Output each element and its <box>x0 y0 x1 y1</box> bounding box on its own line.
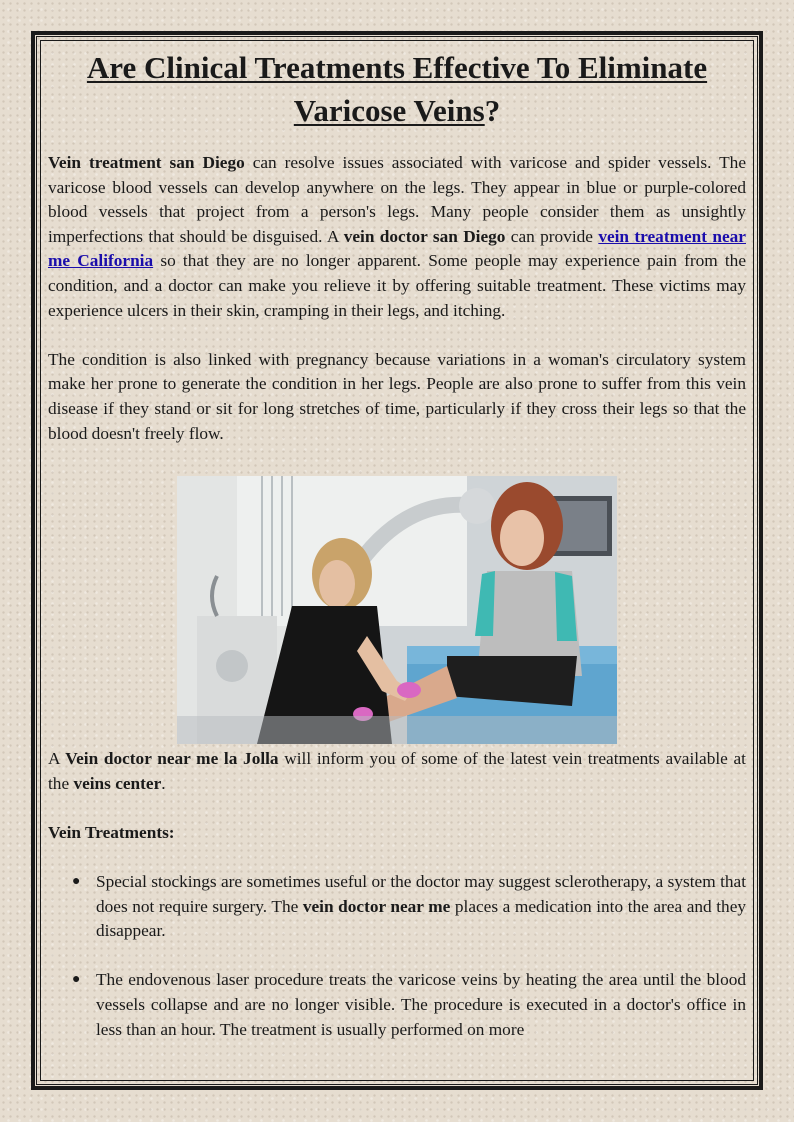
pregnancy-paragraph: The condition is also linked with pregnancy because variations in a woman's circulatory system make her prone to generate the condition in her legs. People are also prone to suffer from this vein disease if they stand or sit for long stretches of time, particularly if they cross their legs so that the blood doesn't freely flow. <box>48 349 746 443</box>
clinic-photo-icon <box>177 476 617 744</box>
bullet-icon: ● <box>72 972 81 988</box>
vein-treatment-link[interactable]: vein treatment near me California <box>48 226 746 271</box>
clinic-photo <box>177 476 617 744</box>
document-body <box>48 46 746 1042</box>
bullet-icon: ● <box>72 874 81 890</box>
list-item: ● Special stockings are sometimes useful or the doctor may suggest sclerotherapy, a system that does not require surgery. The vein doctor near me places a medication into the area and they disappear. <box>72 872 746 941</box>
intro-paragraph: Vein treatment san Diego can resolve issues associated with varicose and spider vessels. The varicose blood vessels can develop anywhere on the legs. They appear in blue or purple-colored blood vessels that project from a person's legs. Many people consider them as unsightly imperfections that should be disguised. A vein doctor san Diego can provide vein treatment near me California so that they are no longer apparent. Some people may experience pain from the condition, and a doctor can make you relieve it by offering suitable treatment. These victims may experience ulcers in their skin, cramping in their legs, and itching. <box>48 153 746 320</box>
page-title: Are Clinical Treatments Effective To Eliminate Varicose Veins? <box>86 50 708 128</box>
list-item: ● The endovenous laser procedure treats the varicose veins by heating the area until the blood vessels collapse and are no longer visible. The procedure is executed in a doctor's office in less than an hour. The treatment is usually performed on more <box>72 970 746 1039</box>
list-spacer <box>48 944 746 969</box>
section-heading: Vein Treatments: <box>48 822 175 842</box>
vein-doctor-paragraph: A Vein doctor near me la Jolla will inform you of some of the latest vein treatments available at the veins center. <box>48 749 746 793</box>
treatment-list <box>48 870 746 1042</box>
